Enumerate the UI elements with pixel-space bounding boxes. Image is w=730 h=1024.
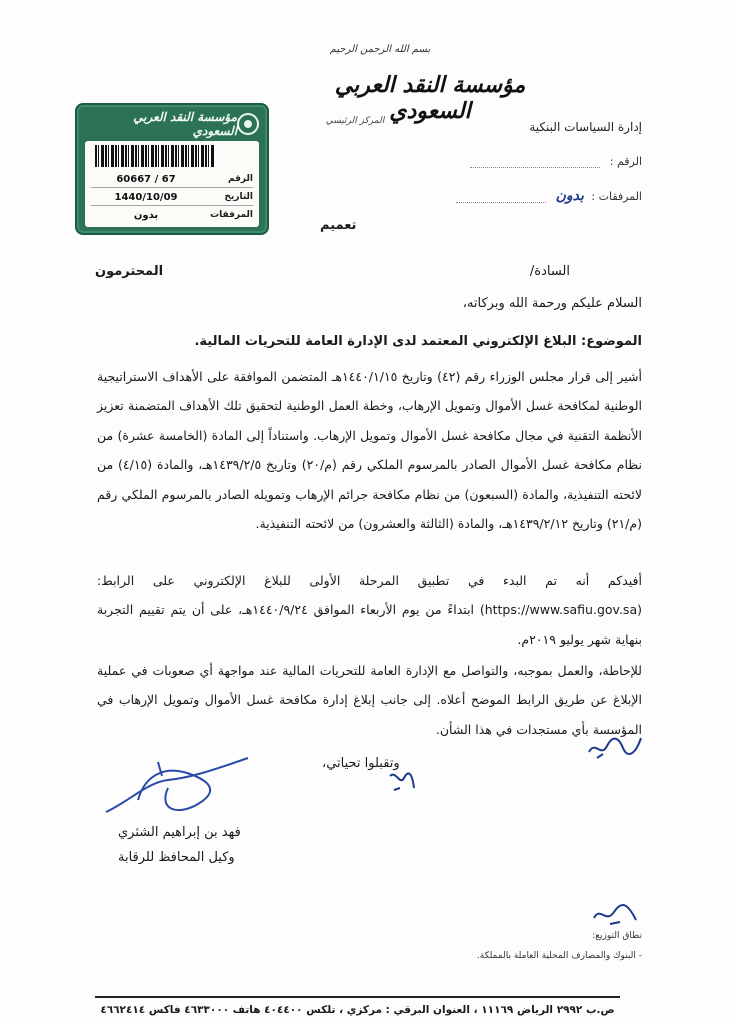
greeting: السلام عليكم ورحمة الله وبركاته، bbox=[462, 296, 642, 311]
stamp-row-value: 60667 / 67 bbox=[116, 173, 176, 185]
closing-line: وتقبلوا تحياتي، bbox=[322, 756, 400, 771]
handwritten-initials bbox=[585, 730, 645, 764]
stamp-body bbox=[85, 141, 259, 227]
stamp-divider bbox=[91, 205, 253, 206]
document-heading: تعميم bbox=[320, 218, 357, 233]
addressee-label: السادة/ bbox=[529, 264, 570, 279]
attachments-label: المرفقات bbox=[598, 190, 642, 203]
footer-divider bbox=[95, 996, 620, 998]
department-name: إدارة السياسات البنكية bbox=[529, 120, 642, 134]
stamp-row-date bbox=[91, 190, 253, 204]
distribution-label: نطاق التوزيع: bbox=[592, 931, 642, 941]
barcode-icon bbox=[95, 145, 215, 167]
basmala: بسم الله الرحمن الرحيم bbox=[329, 44, 431, 55]
handwritten-initials bbox=[386, 766, 418, 796]
subject-line: الموضوع: البلاغ الإلكتروني المعتمد لدى الإدارة العامة للتحريات المالية. bbox=[194, 334, 642, 349]
stamp-row-label: التاريخ bbox=[224, 192, 253, 202]
signature-icon bbox=[98, 752, 258, 822]
registry-stamp bbox=[75, 103, 269, 235]
handwritten-initials bbox=[590, 900, 642, 930]
stamp-organization: مؤسسة النقد العربي السعودي bbox=[133, 110, 238, 138]
respected-label: المحترمون bbox=[95, 264, 164, 279]
stamp-row-value: 1440/10/09 bbox=[114, 191, 178, 203]
distribution-item: - البنوك والمصارف المحلية العاملة بالمملكة. bbox=[476, 951, 642, 961]
footer-contact: ص.ب ٢٩٩٢ الرياض ١١١٦٩ ، العنوان البرقي : مركزي ، تلكس ٤٠٤٤٠٠ هاتف ٤٦٣٣٠٠٠ فاكس ٤٦٦٢٤١٤ bbox=[100, 1004, 615, 1016]
body-paragraph: للإحاطة، والعمل بموجبه، والتواصل مع الإدارة العامة للتحريات المالية عند مواجهة أي صعوبات في عملية الإبلاغ عن طريق الرابط الموضح أعلاه. إلى جانب إبلاغ إدارة مكافحة غسل الأموال وتمويل الإرهاب في المؤسسة بأي مستجدات في هذا الشأن. bbox=[97, 663, 642, 737]
stamp-row-number bbox=[91, 172, 253, 186]
attachments-handwritten-value: بدون bbox=[555, 188, 584, 204]
stamp-header bbox=[85, 111, 259, 137]
body-paragraph: أشير إلى قرار مجلس الوزراء رقم (٤٢) وتاريخ ١٤٤٠/١/١٥هـ المتضمن الموافقة على الأهداف الاستراتيجية الوطنية لمكافحة غسل الأموال وتمويل الإرهاب، وخطة العمل الوطنية لتحقيق تلك الأهداف المتضمنة تعزيز الأنظمة التقنية في مجال مكافحة غسل الأموال وتمويل الإرهاب. واستناداً إلى المادة (الخامسة عشرة) من نظام مكافحة غسل الأموال الصادر بالمرسوم الملكي رقم (م/٢٠) وتاريخ ١٤٣٩/٢/٥هـ، والمادة (٤/١٥) من لائحته التنفيذية، والمادة (السبعون) من نظام مكافحة جرائم الإرهاب وتمويله الصادر بالمرسوم الملكي رقم (م/٢١) وتاريخ ١٤٣٩/٢/١٢هـ، والمادة (الثالثة والعشرون) من لائحته التنفيذية. bbox=[97, 369, 643, 532]
reference-label: الرقم bbox=[616, 155, 642, 168]
attachments-dotted-line bbox=[456, 192, 546, 203]
stamp-row-attachments bbox=[91, 208, 253, 222]
stamp-row-value: بدون bbox=[133, 209, 159, 221]
attachments-row: المرفقات : بدون bbox=[442, 188, 642, 204]
signer-name: فهد بن إبراهيم الشثري bbox=[118, 825, 241, 840]
stamp-divider bbox=[91, 187, 253, 188]
reference-row: الرقم : bbox=[442, 155, 642, 168]
stamp-row-label: الرقم bbox=[227, 174, 253, 184]
reference-dotted-line bbox=[470, 157, 600, 168]
stamp-row-label: المرفقات bbox=[210, 210, 253, 220]
stamp-logo-icon bbox=[237, 113, 259, 135]
organization-name: مؤسسة النقد العربي السعودي bbox=[334, 72, 526, 124]
headquarters-label: المركز الرئيسي bbox=[325, 116, 385, 126]
signer-title: وكيل المحافظ للرقابة bbox=[118, 850, 235, 865]
body-paragraph: أفيدكم أنه تم البدء في تطبيق المرحلة الأولى للبلاغ الإلكتروني على الرابط: (https://www.safiu.gov.sa) ابتداءً من يوم الأربعاء الموافق ١٤٤٠/٩/٢٤هـ، على أن يتم تقييم التجربة بنهاية شهر يوليو ٢٠١٩م. bbox=[97, 573, 642, 647]
